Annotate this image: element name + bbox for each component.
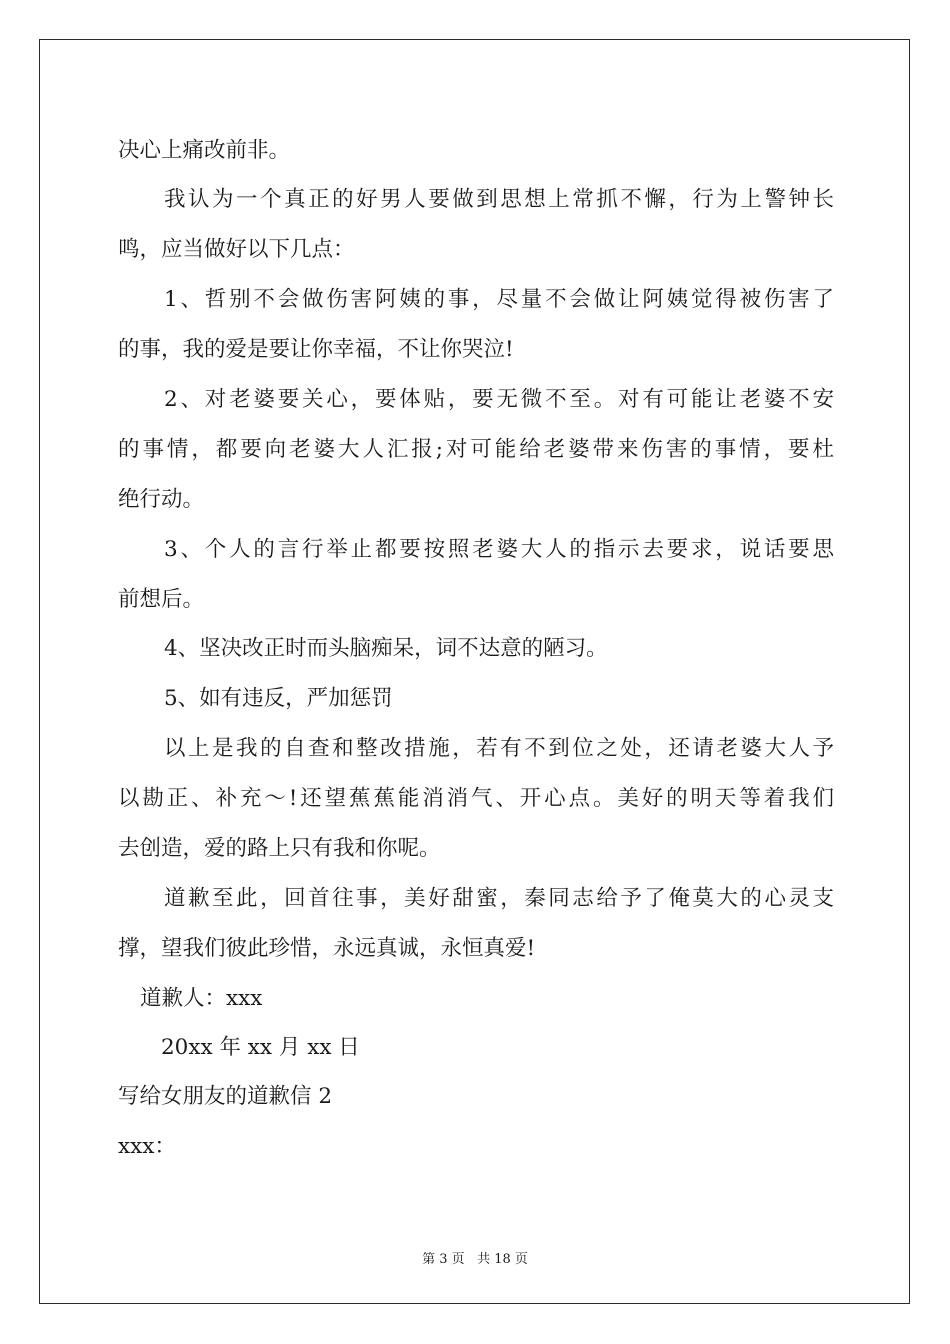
paragraph-line: 去创造，爱的路上只有我和你呢。 (118, 836, 441, 861)
page-footer (0, 1248, 950, 1267)
paragraph-line: 以上是我的自查和整改措施，若有不到位之处，还请老婆大人予 (164, 736, 834, 761)
page-total: 共 18 页 (477, 1252, 528, 1267)
page-number: 第 3 页 (422, 1252, 465, 1267)
list-item-5: 5、如有违反，严加惩罚 (164, 686, 393, 711)
salutation: xxx： (118, 1134, 176, 1159)
section-heading: 写给女朋友的道歉信 2 (118, 1084, 333, 1109)
list-item-2: 2、对老婆要关心，要体贴，要无微不至。对有可能让老婆不安 (164, 387, 834, 412)
list-item-3: 3、个人的言行举止都要按照老婆大人的指示去要求，说话要思 (164, 537, 834, 562)
list-item-1: 1、哲别不会做伤害阿姨的事，尽量不会做让阿姨觉得被伤害了 (164, 287, 834, 312)
paragraph-line: 前想后。 (118, 587, 205, 612)
page-border (39, 39, 910, 1304)
paragraph-line: 我认为一个真正的好男人要做到思想上常抓不懈，行为上警钟长 (164, 187, 834, 212)
paragraph-line: 的事，我的爱是要让你幸福，不让你哭泣! (118, 337, 514, 362)
signature-name: 道歉人：xxx (140, 986, 263, 1011)
paragraph-line: 绝行动。 (118, 487, 205, 512)
paragraph-line: 撑，望我们彼此珍惜，永远真诚，永恒真爱! (118, 936, 536, 961)
paragraph-line: 决心上痛改前非。 (118, 138, 291, 163)
paragraph-line: 道歉至此，回首往事，美好甜蜜，秦同志给予了俺莫大的心灵支 (164, 886, 834, 911)
paragraph-line: 鸣，应当做好以下几点： (118, 237, 355, 262)
list-item-4: 4、坚决改正时而头脑痴呆，词不达意的陋习。 (164, 636, 608, 661)
signature-date: 20xx 年 xx 月 xx 日 (161, 1035, 360, 1060)
paragraph-line: 的事情，都要向老婆大人汇报;对可能给老婆带来伤害的事情，要杜 (118, 437, 834, 462)
paragraph-line: 以勘正、补充～!还望蕉蕉能消消气、开心点。美好的明天等着我们 (118, 786, 834, 811)
